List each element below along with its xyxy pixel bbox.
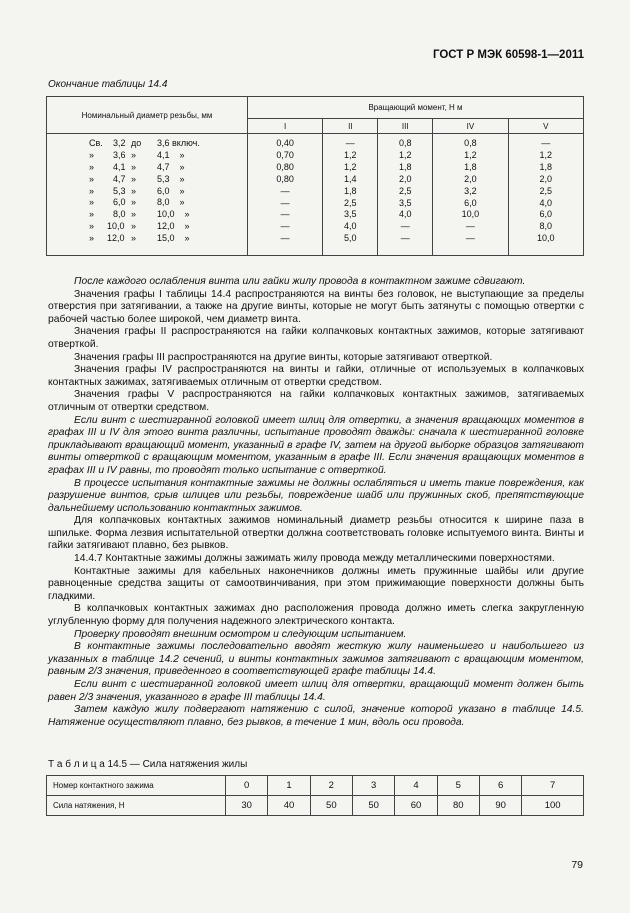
torque-cell: — [541,138,551,148]
torque-column-IV [433,134,508,256]
column-header-IV: IV [433,119,508,134]
torque-cell: 6,0 [464,197,477,208]
clamp-number-cell: 7 [522,776,584,796]
diameter-cell: 4,1 » [157,149,185,160]
tension-table [46,775,584,816]
torque-cell: 2,5 [539,185,553,196]
diameter-cell: 10,0 » [157,209,190,220]
diameter-cell: 8,0 » [157,197,185,208]
standard-header: ГОСТ Р МЭК 60598-1—2011 [432,49,584,61]
clamp-number-cell: 6 [479,776,521,796]
torque-cell: 1,2 [344,161,357,172]
diameter-cell: » [89,173,95,184]
diameter-cell: 8,0 [113,209,126,220]
table-continuation-caption: Окончание таблицы 14.4 [48,79,168,90]
torque-cell: 3,5 [399,197,412,208]
paragraph: Если винт с шестигранной головкой имеет шлиц для отвертки, а значения вращающих моментов в графах III и IV для этого винта различны, испытание проводят дважды: сначала к шестигранной головке прикладывают вращающий момент, указанный в графе IV, затем на другой выборке образцов затягивают винты отверткой с вращающим моментом, указанным в графе III. Если значения вращающих моментов в графах III и IV равны, то проводят только испытание с отверткой. [48,414,584,476]
diameter-header: Номинальный диаметр резьбы, мм [47,97,248,134]
paragraph: В процессе испытания контактные зажимы не должны ослабляться и иметь такие повреждения, как разрушение винтов, срыв шлицев или резьбы, повреждение шайб или пружинных скоб, препятствующие дальнейшему использованию контактных зажимов. [48,477,584,514]
diameter-cell: Св. [89,138,103,148]
diameter-cell: 12,0 » [157,221,190,232]
torque-cell: 2,0 [464,173,477,184]
tension-force-cell: 90 [479,796,521,816]
torque-cell: 2,0 [539,173,553,184]
torque-cell: 0,40 [276,138,294,148]
diameter-cell: 3,6 включ. [157,138,200,148]
column-header-II: II [323,119,378,134]
torque-cell: 5,0 [344,233,357,244]
paragraph: Для колпачковых контактных зажимов номинальный диаметр резьбы относится к ширине паза в шпильке. Форма лезвия испытательной отвертки должна соответствовать головке испытуемого винта. Винты и гайки затягивают плавно, без рывков. [48,515,584,552]
column-header-III: III [378,119,433,134]
torque-cell: — [280,197,290,208]
paragraph: Затем каждую жилу подвергают натяжению с силой, значение которой указано в таблице 14.5. Натяжение осуществляют плавно, без рывков, в течение 1 мин, вдоль оси провода. [48,704,584,728]
torque-cell: 0,8 [399,138,412,148]
torque-cell: 1,2 [464,149,477,160]
diameter-cell: 5,3 » [157,173,185,184]
clamp-number-cell: 5 [437,776,479,796]
page-number: 79 [571,859,583,871]
paragraph: Если винт с шестигранной головкой имеет шлиц для отвертки, вращающий момент должен быть равен 2/3 значения, указанного в графе III таблицы 14.4. [48,679,584,703]
diameter-cell: 12,0 [107,233,125,244]
diameter-cell: 6,0 [113,197,126,208]
torque-column-III [378,134,433,256]
torque-cell: 2,5 [399,185,412,196]
diameter-cell: » [131,173,137,184]
torque-cell: 1,2 [344,149,357,160]
diameter-cell: 4,7 [113,173,126,184]
tension-force-cell: 30 [226,796,268,816]
torque-cell: — [280,233,290,244]
clamp-number-label: Номер контактного зажима [47,776,226,796]
torque-column-V [508,134,583,256]
torque-cell: 3,5 [344,209,357,220]
diameter-cell: » [131,221,137,232]
clamp-number-cell: 4 [395,776,437,796]
torque-cell: 4,0 [344,221,357,232]
torque-cell: 4,0 [539,197,553,208]
clamp-number-cell: 3 [352,776,394,796]
paragraph: Значения графы IV распространяются на винты и гайки, отличные от используемых в колпачковых контактных зажимах, затягиваемых отличным от отвертки средством. [48,364,584,388]
diameter-cell: » [89,149,95,160]
torque-cell: 1,2 [539,149,553,160]
column-header-V: V [508,119,583,134]
torque-cell: 10,0 [461,209,480,220]
diameter-cell: 15,0 » [157,233,190,244]
diameter-cell: » [89,221,95,232]
paragraph: Проверку проводят внешним осмотром и следующим испытанием. [74,628,407,640]
torque-cell: 6,0 [539,209,553,220]
diameter-cell: » [131,209,137,220]
diameter-cell: » [89,185,95,196]
diameter-cell: » [131,197,137,208]
tension-force-label: Сила натяжения, Н [47,796,226,816]
paragraph: Значения графы II распространяются на гайки колпачковых контактных зажимов, которые затягивают отверткой. [48,326,584,350]
torque-cell: 0,80 [276,173,294,184]
diameter-cell: 3,2 [113,138,126,148]
paragraph: В контактные зажимы последовательно вводят жесткую жилу наименьшего и наибольшего из указанных в таблице 14.2 сечений, и винты контактных зажимов затягивают с вращающим моментом, равным 2/3 значения, приведенного в соответствующей графе таблицы 14.4. [48,641,584,678]
tension-force-cell: 60 [395,796,437,816]
diameter-cell: 3,6 [113,149,126,160]
torque-column-I [248,134,323,256]
torque-cell: 3,2 [464,185,477,196]
diameter-cell: до [131,138,142,148]
diameter-cell: » [131,161,137,172]
clamp-number-cell: 2 [310,776,352,796]
tension-force-cell: 100 [522,796,584,816]
torque-header: Вращающий момент, Н м [248,97,584,119]
clamp-number-cell: 1 [268,776,310,796]
diameter-cell: 4,1 [113,161,126,172]
diameter-cell: » [131,149,137,160]
tension-force-cell: 50 [352,796,394,816]
diameter-column [47,134,248,256]
clamp-number-cell: 0 [226,776,268,796]
paragraph: 14.4.7 Контактные зажимы должны зажимать жилу провода между металлическими поверхностями. [74,553,555,565]
paragraph: Значения графы V распространяются на гайки колпачковых контактных зажимов, затягиваемых отличным от отвертки средством. [48,389,584,413]
torque-cell: 1,2 [399,149,412,160]
torque-cell: 2,0 [399,173,412,184]
paragraph: В колпачковых контактных зажимах дно расположения провода должно иметь слегка закругленную углубленную форму для получения надежного электрического контакта. [48,603,584,628]
tension-force-cell: 80 [437,796,479,816]
column-header-I: I [248,119,323,134]
torque-cell: 0,70 [276,149,294,160]
torque-cell: — [280,185,290,196]
table-14-5-caption: Т а б л и ц а 14.5 — Сила натяжения жилы [48,759,248,770]
torque-cell: 8,0 [539,221,553,232]
torque-cell: 4,0 [399,209,412,220]
torque-cell: 10,0 [537,233,555,244]
torque-cell: 1,8 [399,161,412,172]
torque-cell: 0,8 [464,138,477,148]
tension-force-cell: 50 [310,796,352,816]
torque-cell: 1,8 [464,161,477,172]
diameter-cell: 4,7 » [157,161,185,172]
diameter-cell: » [89,161,95,172]
torque-cell: 0,80 [276,161,294,172]
torque-column-II [323,134,378,256]
diameter-cell: » [89,197,95,208]
diameter-cell: 6,0 » [157,185,185,196]
paragraph: Значения графы I таблицы 14.4 распространяются на винты без головок, не выступающие за пределы отверстия при затягивании, а также на другие винты, которые не могут быть затянуты с помощью отвертки с рабочей частью более широкой, чем диаметр винта. [48,288,584,325]
torque-cell: — [280,221,290,232]
body-text [48,276,584,729]
paragraph: Значения графы III распространяются на другие винты, которые затягивают отверткой. [74,351,493,363]
torque-cell: — [400,233,410,244]
diameter-cell: » [89,233,95,244]
diameter-cell: » [131,185,137,196]
torque-cell: 1,8 [344,185,357,196]
diameter-cell: » [131,233,137,244]
torque-cell: — [465,221,475,232]
diameter-cell: 5,3 [113,185,126,196]
tension-force-cell: 40 [268,796,310,816]
diameter-cell: 10,0 [107,221,125,232]
torque-cell: — [280,209,290,220]
torque-cell: 1,8 [539,161,553,172]
torque-cell: — [345,138,355,148]
paragraph: Контактные зажимы для кабельных наконечников должны иметь пружинные шайбы или другие равноценные средства защиты от самоотвинчивания, при этом прижимающие поверхности должны быть гладкими. [48,565,584,602]
torque-cell: 2,5 [344,197,357,208]
diameter-cell: » [89,209,95,220]
torque-cell: — [465,233,475,244]
torque-cell: — [400,221,410,232]
paragraph: После каждого ослабления винта или гайки жилу провода в контактном зажиме сдвигают. [74,276,526,287]
torque-table [46,96,584,256]
torque-cell: 1,4 [344,173,357,184]
